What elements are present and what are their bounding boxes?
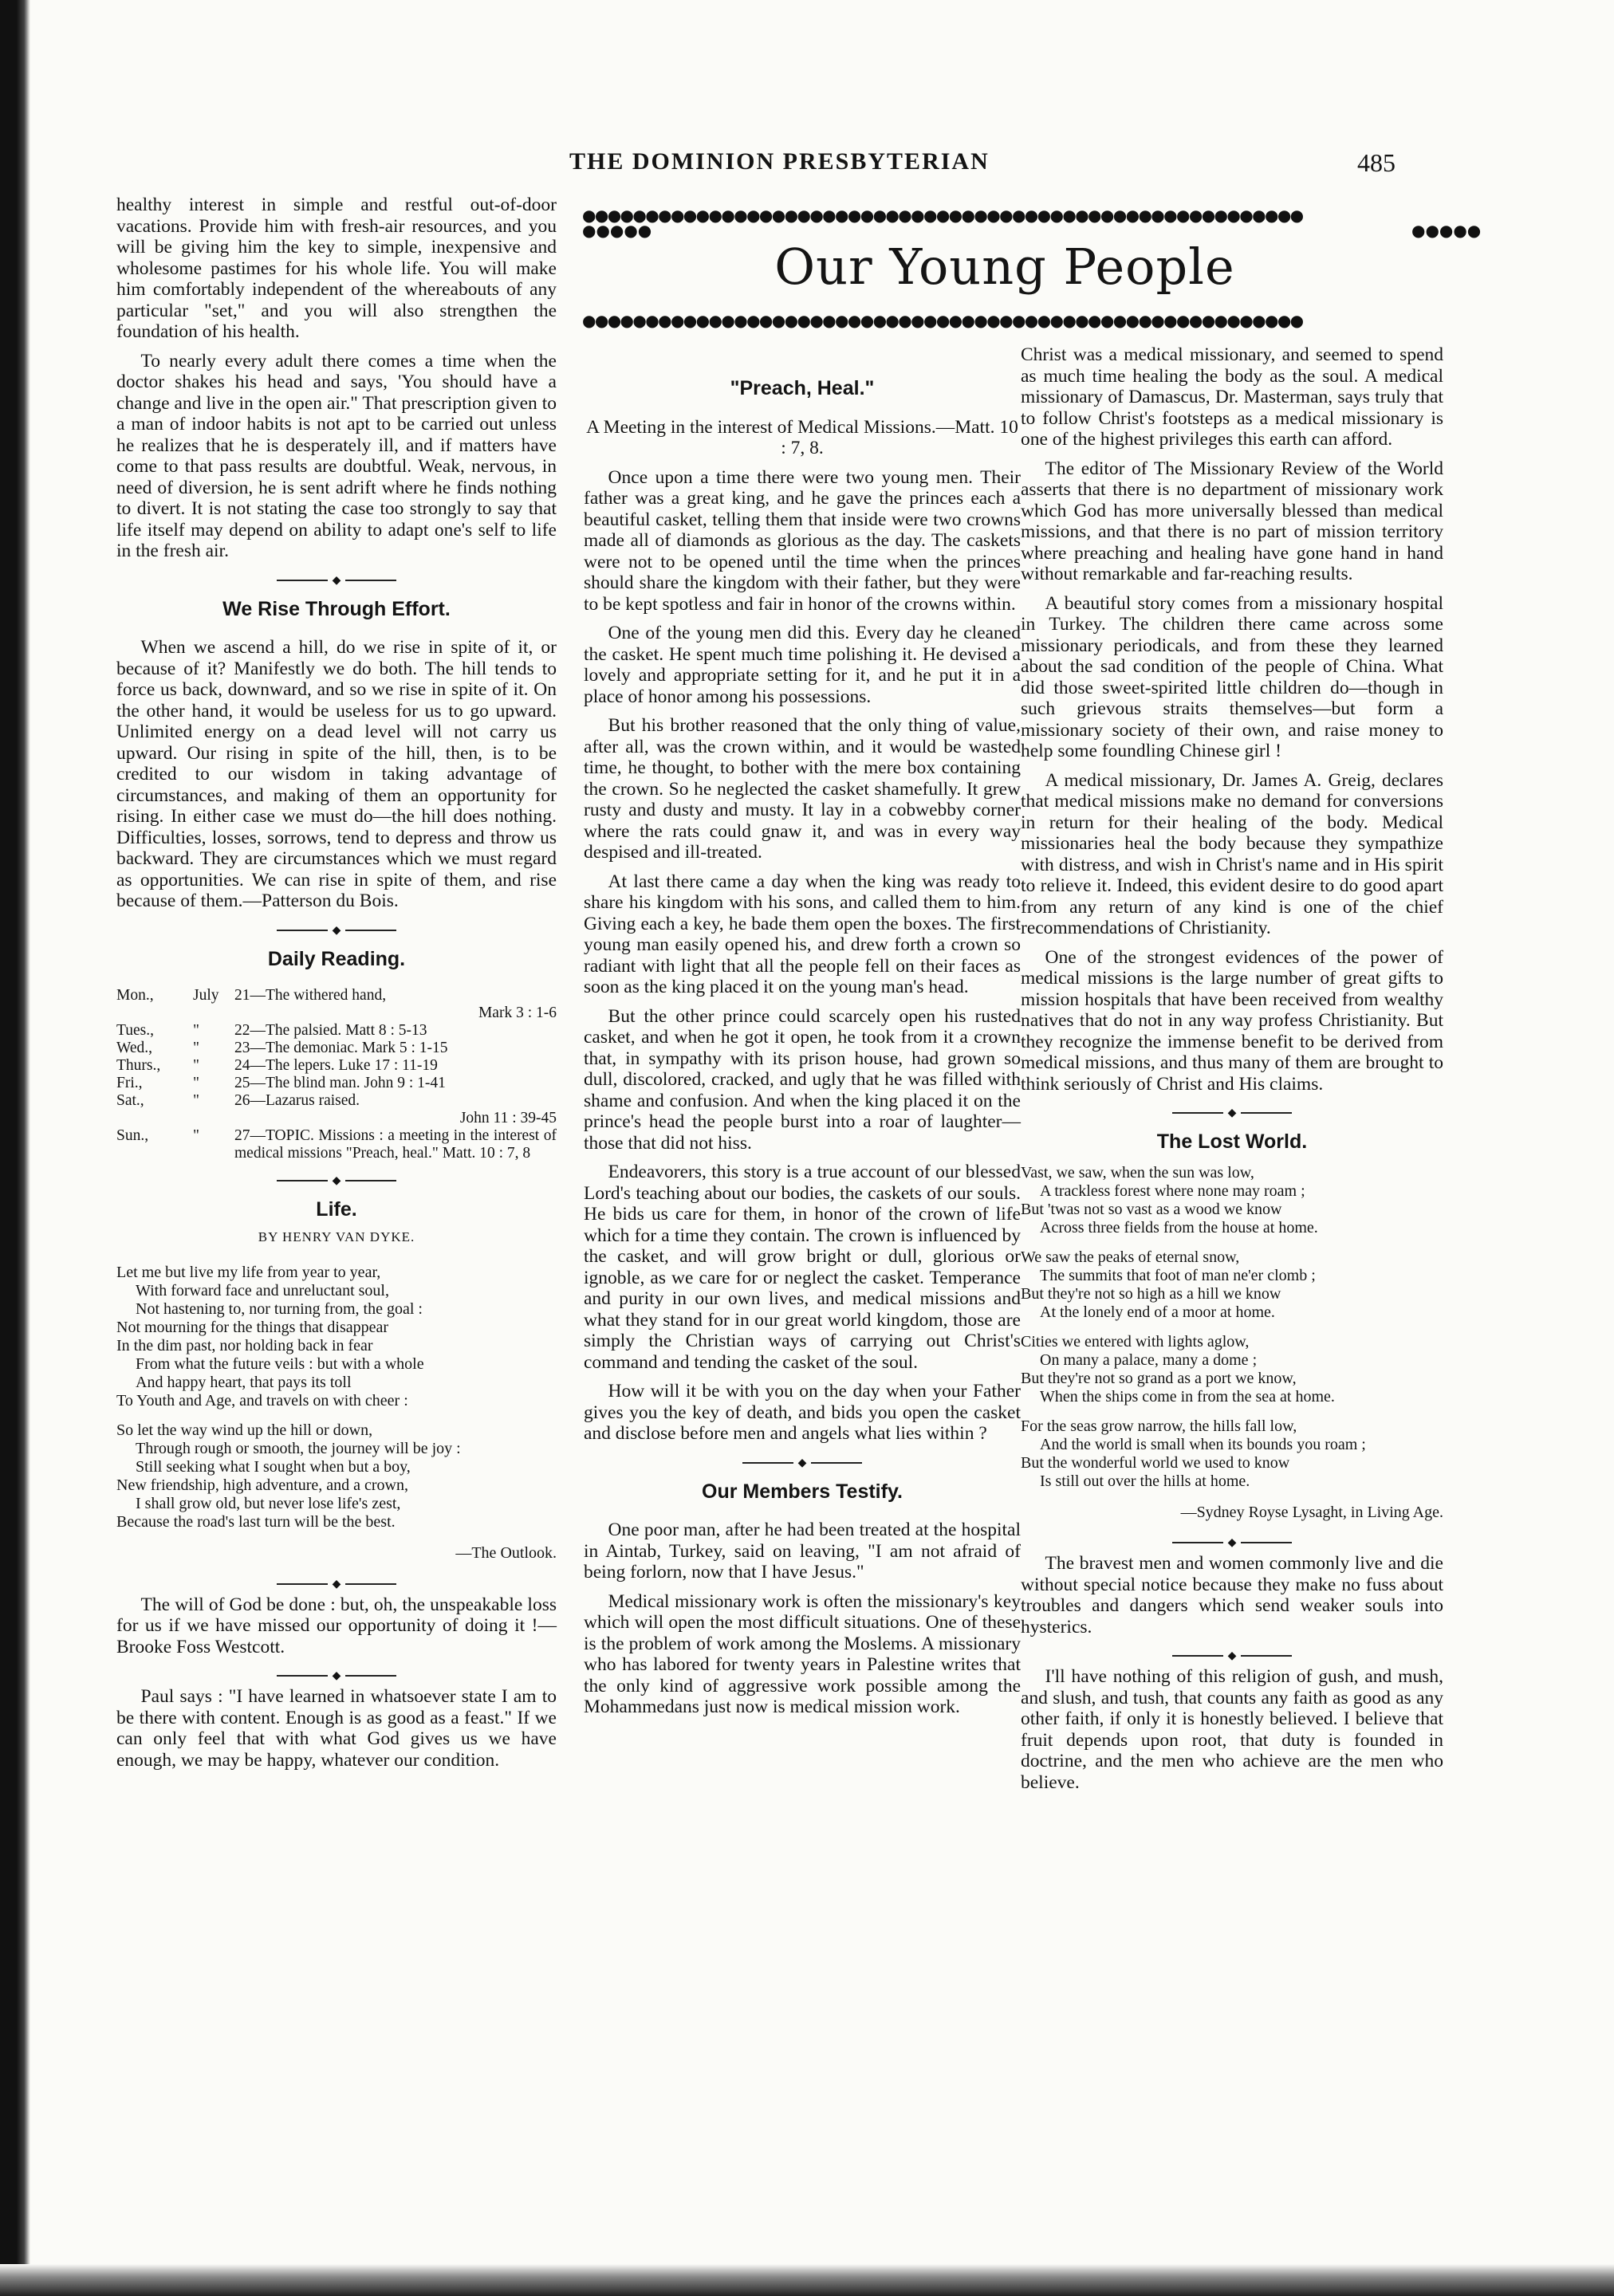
lost-world-poem-stanza xyxy=(1021,1333,1443,1406)
life-byline: BY HENRY VAN DYKE. xyxy=(258,1229,415,1244)
reading-entry: 26—Lazarus raised. xyxy=(234,1092,360,1109)
daily-reading-row xyxy=(116,1127,557,1162)
reading-entry: 24—The lepers. Luke 17 : 11-19 xyxy=(234,1057,438,1074)
reading-entry: 25—The blind man. John 9 : 1-41 xyxy=(234,1075,446,1091)
preach-paragraph: How will it be with you on the day when your Father gives you the key of death, and bids you open the casket and disclose before men and angels what lies within ? xyxy=(584,1381,1021,1444)
lost-world-poem-line: But they're not so high as a hill we know xyxy=(1021,1284,1281,1303)
scan-edge-bottom xyxy=(0,2264,1614,2296)
life-poem-line: I shall grow old, but never lose life's zest, xyxy=(136,1495,401,1512)
running-head xyxy=(0,148,1614,180)
bravest-paragraph: The bravest men and women commonly live and die without special notice because they make no fuss about troubles and dangers which send weaker souls into hysterics. xyxy=(1021,1553,1443,1637)
paul-quote: Paul says : "I have learned in whatsoever state I am to be there with content. Enough is as good as a feast." If we can only feel that with what God gives us we have enough, we may be happy, whatever our condition. xyxy=(116,1686,557,1771)
section-divider: ◆ xyxy=(277,1669,396,1683)
lost-world-title: The Lost World. xyxy=(1156,1130,1308,1153)
column-paragraph: A medical missionary, Dr. James A. Greig, declares that medical missions make no demand for conversions in return for their healing of the body. Medical missionaries heal the body because they sympathize with distress, and wish in Christ's name and in His spirit to relieve it. Indeed, this evident desire to do good apart from any return of any kind is one of the chief recommendations of Christianity. xyxy=(1021,769,1443,938)
section-divider: ◆ xyxy=(277,1174,396,1188)
life-poem-line: Not hastening to, nor turning from, the goal : xyxy=(136,1300,423,1318)
section-divider: ◆ xyxy=(1172,1106,1292,1120)
reading-entry: 27—TOPIC. Missions : a meeting in the interest of medical missions "Preach, heal." Matt. 10 : 7, 8 xyxy=(234,1127,557,1162)
preach-body xyxy=(584,467,1021,1445)
lost-world-poem-line: When the ships come in from the sea at home. xyxy=(1040,1387,1335,1406)
life-poem-line: Still seeking what I sought when but a boy, xyxy=(136,1458,411,1476)
reading-entry: 21—The withered hand, xyxy=(234,987,387,1004)
life-poem-line: To Youth and Age, and travels on with cheer : xyxy=(116,1392,408,1409)
daily-reading-title: Daily Reading. xyxy=(267,947,406,970)
westcott-quote: The will of God be done : but, oh, the unspeakable loss for us if we have missed our opportunity of doing it !—Brooke Foss Westcott. xyxy=(116,1594,557,1657)
testify-paragraph: Medical missionary work is often the missionary's key which will open the most difficult situations. One of these is the problem of work among the Moslems. A missionary who has labored for twenty years in Palestine writes that the only kind of aggressive work possible among the Mohammedans just now is medical mission work. xyxy=(584,1590,1021,1717)
lost-world-poem-stanza xyxy=(1021,1164,1443,1237)
testify-paragraph: One poor man, after he had been treated at the hospital in Aintab, Turkey, said on leaving, "I am not afraid of being forlorn, now that I have Jesus." xyxy=(584,1520,1021,1582)
intro-paragraph: To nearly every adult there comes a time when the doctor shakes his head and says, 'You should have a change and live in the open air." That prescription given to a man of indoor habits is not apt to be carried out unless he realizes that he is desperately ill, and if matters have come to that pass results are doubtful. Weak, nervous, in need of diversion, he is sent adrift where he finds nothing to divert. It is not stating the case too strongly to say that life itself may depend on ability to adapt one's self to life in the fresh air. xyxy=(116,350,557,561)
reading-day xyxy=(116,1110,193,1127)
life-title: Life. xyxy=(316,1198,357,1221)
life-poem-line: Because the road's last turn will be the best. xyxy=(116,1513,396,1531)
lost-world-poem-line: Is still out over the hills at home. xyxy=(1040,1472,1250,1490)
lost-world-poem-line: At the lonely end of a moor at home. xyxy=(1040,1303,1275,1321)
bead-border-left: ●●●●● xyxy=(582,221,652,240)
reading-day: Tues., xyxy=(116,1022,154,1039)
reading-month: July xyxy=(193,987,219,1004)
reading-month: " xyxy=(193,1127,199,1144)
reading-entry: 23—The demoniac. Mark 5 : 1-15 xyxy=(234,1040,448,1056)
life-poem-stanza xyxy=(116,1421,557,1531)
lost-world-poem-line: And the world is small when its bounds you roam ; xyxy=(1040,1435,1366,1453)
bead-border-top: ●●●●●●●●●●●●●●●●●●●●●●●●●●●●●●●●●●●●●●●●●●●●●●●●●●●●●●●●● xyxy=(582,206,1303,225)
lost-world-poem-line: Across three fields from the house at home. xyxy=(1040,1218,1318,1236)
scan-edge-left xyxy=(0,0,30,2296)
section-divider: ◆ xyxy=(277,573,396,588)
daily-reading-row xyxy=(116,1022,557,1040)
lost-world-poem-line: A trackless forest where none may roam ; xyxy=(1040,1181,1305,1200)
department-banner xyxy=(582,202,1482,330)
life-poem-line: From what the future veils : but with a whole xyxy=(136,1355,424,1373)
preach-paragraph: Once upon a time there were two young men. Their father was a great king, and he gave the princes each a beautiful casket, telling them that inside were two crowns made all of diamonds as glorious as the day. The caskets were not to be opened until the time when the princes should share the kingdom with their father, but they were to be kept spotless and fair in honor of the crowns within. xyxy=(584,466,1021,615)
life-poem-line: New friendship, high adventure, and a crown, xyxy=(116,1476,408,1494)
preach-title: "Preach, Heal." xyxy=(730,377,875,399)
daily-reading-row xyxy=(116,1110,557,1127)
daily-reading-row xyxy=(116,1092,557,1110)
reading-month xyxy=(193,1005,234,1022)
preach-subtitle: A Meeting in the interest of Medical Missions.—Matt. 10 : 7, 8. xyxy=(586,416,1018,458)
lost-world-poem-line: For the seas grow narrow, the hills fall low, xyxy=(1021,1417,1297,1435)
preach-paragraph: One of the young men did this. Every day he cleaned the casket. He spent much time polishing it. He devised a lovely and appropriate setting for it, and he put it in a place of honor among his possessions. xyxy=(584,623,1021,707)
column-1 xyxy=(116,195,557,1779)
life-poem-line: In the dim past, nor holding back in fear xyxy=(116,1337,373,1354)
reading-entry: John 11 : 39-45 xyxy=(459,1110,557,1126)
bead-border-bottom: ●●●●●●●●●●●●●●●●●●●●●●●●●●●●●●●●●●●●●●●●●●●●●●●●●●●●●●●●● xyxy=(582,311,1303,330)
section-divider: ◆ xyxy=(277,923,396,938)
rise-text: When we ascend a hill, do we rise in spite of it, or because of it? Manifestly we do both. The hill tends to force us back, downward, and so we rise in spite of it. On the other hand, it would be useless for us to go upward. Unlimited energy on a dead level will not carry us upward. Our rising in spite of the hill, then, is to be credited to our wisdom in taking advantage of circumstances, and making of them an opportunity for rising. In either case we must do—the hill does nothing. Difficulties, losses, sorrows, tend to depress and throw us backward. They are circumstances which we must regard as opportunities. We can rise in spite of them, and rise because of them.—Patterson du Bois. xyxy=(116,637,557,911)
reading-month: " xyxy=(193,1057,199,1074)
section-divider: ◆ xyxy=(742,1456,862,1470)
column-3 xyxy=(1021,344,1443,1801)
daily-reading-row xyxy=(116,1005,557,1022)
column-paragraph: The editor of The Missionary Review of the World asserts that there is no department of missionary work which God has more universally blessed than medical missions, and that there is no part of mission territory where preaching and healing have gone hand in hand without remarkable and far-reaching results. xyxy=(1021,458,1443,584)
testify-title: Our Members Testify. xyxy=(702,1480,903,1503)
lost-world-poem-line: We saw the peaks of eternal snow, xyxy=(1021,1248,1240,1266)
life-poem-stanza xyxy=(116,1264,557,1410)
reading-day: Sat., xyxy=(116,1092,144,1109)
preach-paragraph: But his brother reasoned that the only thing of value, after all, was the crown within, and it would be wasted time, he thought, to bother with the mere box containing the crown. So he neglected the casket shamefully. It grew rusty and dusty and musty. It lay in a cobwebby corner where the rats could gnaw it, and was in every way despised and ill-treated. xyxy=(584,715,1021,863)
lost-world-poem-line: Vast, we saw, when the sun was low, xyxy=(1021,1163,1254,1181)
reading-day: Fri., xyxy=(116,1075,143,1091)
intro-paragraph: healthy interest in simple and restful out-of-door vacations. Provide him with fresh-air resources, and you will be giving him the key to simple, inexpensive and wholesome pastimes for his whole life. You will make him comfortably independent of the whereabouts of any particular "set," and you will also strengthen the foundation of his health. xyxy=(116,195,557,342)
lost-world-source: —Sydney Royse Lysaght, in Living Age. xyxy=(1180,1503,1443,1521)
column-paragraph: Christ was a medical missionary, and seemed to spend as much time healing the body as the soul. A medical missionary of Damascus, Dr. Masterman, says truly that to follow Christ's footsteps as a medical missionary is one of the highest privileges this earth can afford. xyxy=(1021,344,1443,450)
reading-day: Mon., xyxy=(116,987,154,1004)
life-poem xyxy=(116,1264,557,1531)
life-poem-line: Through rough or smooth, the journey will be joy : xyxy=(136,1440,461,1457)
daily-reading-row xyxy=(116,987,557,1005)
life-poem-line: And happy heart, that pays its toll xyxy=(136,1374,352,1391)
reading-day xyxy=(116,1005,193,1022)
column-paragraph: A beautiful story comes from a missionary hospital in Turkey. The children there came across some missionary periodicals, and from these they learned about the sad condition of the people of China. What did those sweet-spirited little children do—though in such grievous straits themselves—but form a missionary society of their own, and raise money to help some foundling Chinese girl ! xyxy=(1021,592,1443,761)
reading-day: Sun., xyxy=(116,1127,149,1144)
rise-title: We Rise Through Effort. xyxy=(222,597,451,620)
lost-world-poem-line: But they're not so grand as a port we know, xyxy=(1021,1369,1297,1387)
reading-day: Thurs., xyxy=(116,1057,161,1074)
lost-world-poem-stanza xyxy=(1021,1417,1443,1491)
life-poem-line: Let me but live my life from year to year, xyxy=(116,1264,381,1281)
publication-title: THE DOMINION PRESBYTERIAN xyxy=(569,148,990,175)
reading-entry: 22—The palsied. Matt 8 : 5-13 xyxy=(234,1022,427,1039)
daily-reading-list xyxy=(116,987,557,1162)
column-rule xyxy=(571,195,572,2211)
preach-paragraph: But the other prince could scarcely open his rusted casket, and when he got it open, he took from it a crown that, in sympathy with its prison house, had grown so dull, discolored, cracked, and ugly that he was filled with shame and confusion. And when the king placed it on the prince's head the people burst into a roar of laughter—those that did not hiss. xyxy=(584,1005,1021,1154)
daily-reading-row xyxy=(116,1057,557,1075)
lost-world-poem-stanza xyxy=(1021,1248,1443,1322)
daily-reading-row xyxy=(116,1040,557,1057)
bead-border-right: ●●●●● xyxy=(1411,221,1482,240)
section-divider: ◆ xyxy=(1172,1535,1292,1550)
life-poem-line: Not mourning for the things that disappear xyxy=(116,1319,389,1336)
reading-month xyxy=(193,1110,234,1127)
page-number: 485 xyxy=(1357,148,1396,177)
lost-world-poem-line: The summits that foot of man ne'er clomb ; xyxy=(1040,1266,1316,1284)
preach-paragraph: At last there came a day when the king was ready to share his kingdom with his sons, and called them to him. Giving each a key, he bade them open the boxes. The first young man easily opened his, and drew forth a crown so radiant with light that all the people fell on their faces as soon as the king placed it on the young man's head. xyxy=(584,871,1021,997)
life-source: —The Outlook. xyxy=(455,1544,557,1562)
reading-entry: Mark 3 : 1-6 xyxy=(478,1005,557,1021)
life-poem-line: With forward face and unreluctant soul, xyxy=(136,1282,389,1299)
lost-world-poem xyxy=(1021,1164,1443,1491)
testify-body xyxy=(584,1520,1021,1718)
medical-missions-body xyxy=(1021,344,1443,1095)
life-poem-line: So let the way wind up the hill or down, xyxy=(116,1421,373,1439)
daily-reading-row xyxy=(116,1075,557,1092)
reading-month: " xyxy=(193,1022,199,1039)
section-divider: ◆ xyxy=(277,1577,396,1591)
lost-world-poem-line: But 'twas not so vast as a wood we know xyxy=(1021,1200,1282,1218)
preach-paragraph: Endeavorers, this story is a true account of our blessed Lord's teaching about our bodies, the caskets of our souls. He bids us care for them, in honor of the crown of life which for a time they contain. The crown is influenced by the casket, and will grow bright or dull, glorious or ignoble, as we care for or neglect the casket. Temperance and purity in our own lives, and medical missions and what they stand for in our great world kingdom, those are simply the Christian ways of carrying out Christ's command and tending the casket of the soul. xyxy=(584,1162,1021,1373)
lost-world-poem-line: On many a palace, many a dome ; xyxy=(1040,1350,1258,1369)
reading-month: " xyxy=(193,1075,199,1091)
column-2 xyxy=(584,378,1021,1726)
department-heading: Our Young People xyxy=(774,238,1235,296)
reading-month: " xyxy=(193,1040,199,1056)
column-paragraph: One of the strongest evidences of the power of medical missions is the large number of great gifts to mission hospitals that have been received from wealthy natives that do not in any way profess Christianity. But they recognize the immense benefit to be derived from medical missions, and thus many of them are brought to think seriously of Christ and His claims. xyxy=(1021,946,1443,1095)
reading-month: " xyxy=(193,1092,199,1109)
lost-world-poem-line: But the wonderful world we used to know xyxy=(1021,1453,1290,1472)
reading-day: Wed., xyxy=(116,1040,152,1056)
section-divider: ◆ xyxy=(1172,1649,1292,1663)
lost-world-poem-line: Cities we entered with lights aglow, xyxy=(1021,1332,1250,1350)
gush-paragraph: I'll have nothing of this religion of gush, and mush, and slush, and tush, that counts any faith as good as any other faith, if only it is honestly believed. I believe that fruit depends upon root, that duty is founded in doctrine, and the men who achieve are the men who believe. xyxy=(1021,1666,1443,1793)
